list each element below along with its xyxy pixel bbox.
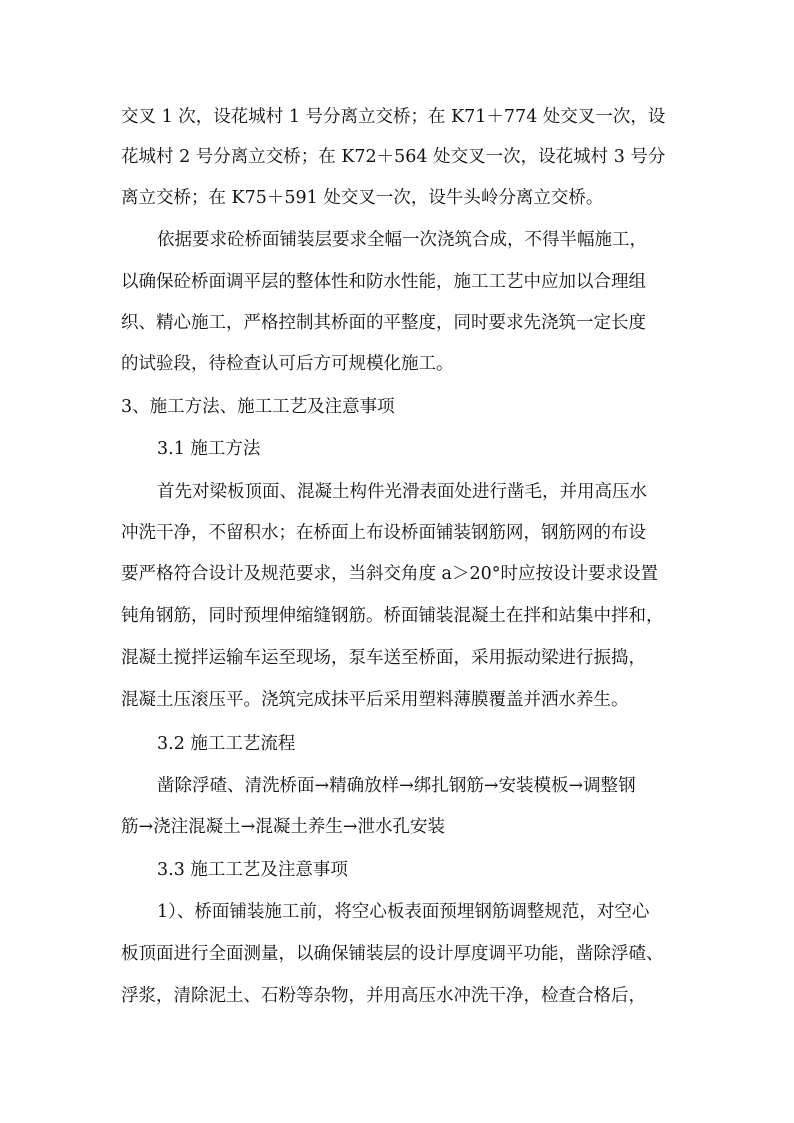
paragraph-line: 以确保砼桥面调平层的整体性和防水性能，施工工艺中应加以合理组 [121, 272, 646, 292]
paragraph-line: 钝角钢筋，同时预埋伸缩缝钢筋。桥面铺装混凝土在拌和站集中拌和， [121, 606, 664, 626]
paragraph-line: 的试验段，待检查认可后方可规模化施工。 [121, 354, 454, 374]
paragraph-line: 离立交桥；在 K75＋591 处交叉一次，设牛头岭分离立交桥。 [121, 188, 604, 208]
paragraph-line: 依据要求砼桥面铺装层要求全幅一次浇筑合成，不得半幅施工， [157, 230, 647, 250]
paragraph-line: 要严格符合设计及规范要求，当斜交角度 a＞20°时应按设计要求设置 [121, 564, 659, 584]
paragraph-line: 浮浆，清除泥土、石粉等杂物，并用高压水冲洗干净，检查合格后， [121, 986, 646, 1006]
paragraph-line: 混凝土搅拌运输车运至现场，泵车送至桥面，采用振动梁进行振捣， [121, 648, 646, 668]
paragraph-line: 冲洗干净，不留积水；在桥面上布设桥面铺装钢筋网，钢筋网的布设 [121, 523, 646, 543]
paragraph-line: 交叉 1 次，设花城村 1 号分离立交桥；在 K71＋774 处交叉一次，设 [121, 107, 666, 127]
paragraph-line: 板顶面进行全面测量，以确保铺装层的设计厚度调平功能，凿除浮碴、 [121, 944, 664, 964]
section-heading: 3、施工方法、施工工艺及注意事项 [121, 397, 395, 417]
subsection-title: 3.2 施工工艺流程 [157, 734, 296, 754]
paragraph-line: 织、精心施工，严格控制其桥面的平整度，同时要求先浇筑一定长度 [121, 313, 646, 333]
paragraph-line: 花城村 2 号分离立交桥；在 K72＋564 处交叉一次，设花城村 3 号分 [121, 147, 666, 167]
paragraph-line: 筋→浇注混凝土→混凝土养生→泄水孔安装 [121, 817, 445, 837]
subsection-title: 3.1 施工方法 [157, 439, 261, 459]
paragraph-line: 1）、桥面铺装施工前，将空心板表面预埋钢筋调整规范，对空心 [157, 902, 650, 922]
paragraph-line: 混凝土压滚压平。浇筑完成抹平后采用塑料薄膜覆盖并洒水养生。 [121, 690, 629, 710]
paragraph-line: 凿除浮碴、清洗桥面→精确放样→绑扎钢筋→安装模板→调整钢 [157, 776, 636, 796]
paragraph-line: 首先对梁板顶面、混凝土构件光滑表面处进行凿毛，并用高压水 [157, 482, 647, 502]
subsection-title: 3.3 施工工艺及注意事项 [157, 860, 348, 880]
